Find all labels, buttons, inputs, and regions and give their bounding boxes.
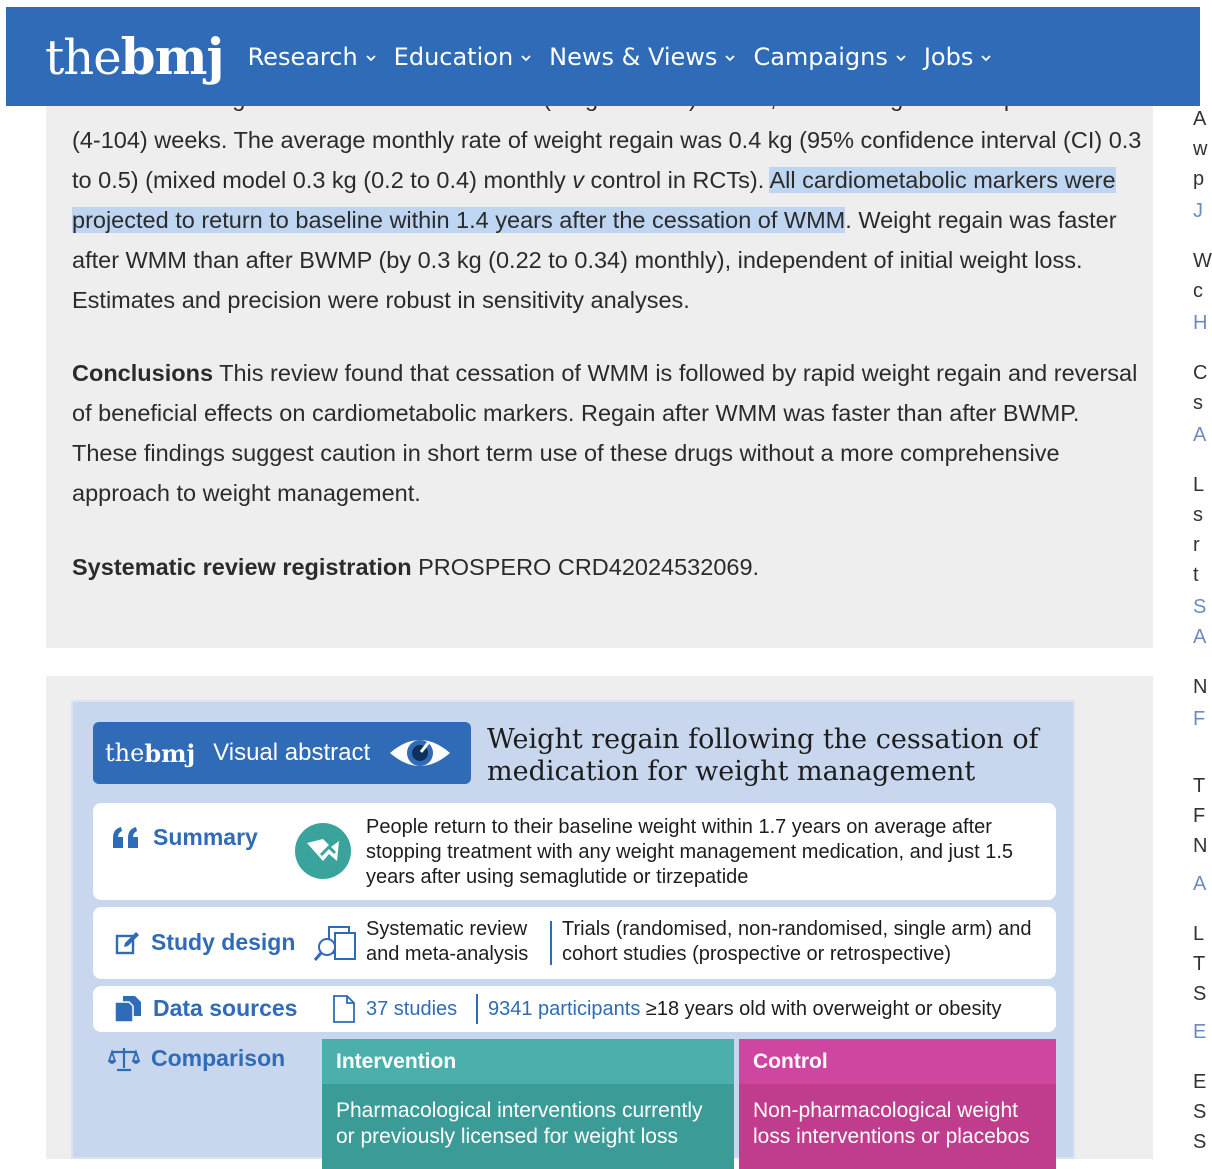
studies-count: 37 studies: [366, 998, 458, 1020]
badge-logo-bmj: bmj: [144, 738, 196, 768]
sidebar-fragment[interactable]: S: [1193, 596, 1207, 618]
control-heading: Control: [739, 1039, 1056, 1084]
summary-heading: [111, 824, 258, 851]
nav-education-label: Education: [393, 42, 514, 71]
data-sources-heading: [115, 995, 297, 1022]
divider: [476, 994, 478, 1024]
sidebar-fragment[interactable]: E: [1193, 1021, 1207, 1043]
study-design-label: Study design: [151, 929, 296, 955]
sidebar-fragment: s: [1193, 392, 1203, 414]
sidebar-fragment: C: [1193, 362, 1208, 384]
sidebar-fragment: F: [1193, 805, 1206, 827]
main-nav: [248, 43, 1010, 71]
site-header: [6, 7, 1200, 106]
nav-research[interactable]: [248, 43, 376, 71]
right-sidebar-clipped: [1189, 0, 1212, 1159]
badge-logo-the: the: [105, 739, 145, 767]
arrow-down-circle-icon: [295, 823, 351, 879]
sidebar-fragment: S: [1193, 983, 1207, 1005]
sidebar-fragment[interactable]: A: [1193, 626, 1207, 648]
conclusions-paragraph: [72, 353, 1142, 513]
sidebar-fragment: E: [1193, 1071, 1207, 1093]
nav-news-views-label: News & Views: [549, 42, 718, 71]
highlighted-selection[interactable]: All cardiometabolic markers were projected to return to baseline within 1.4 years after the cessation of WMM: [72, 167, 1116, 233]
chevron-down-icon: [896, 53, 906, 63]
sidebar-fragment[interactable]: A: [1193, 873, 1207, 895]
visual-abstract: [71, 700, 1075, 1159]
registration-label: Systematic review registration: [72, 554, 412, 580]
results-paragraph: [72, 120, 1142, 320]
sidebar-fragment: w: [1193, 138, 1208, 160]
intervention-description: Pharmacological interventions currently or previously licensed for weight loss: [336, 1099, 703, 1148]
visual-abstract-title: Weight regain following the cessation of medication for weight management: [487, 724, 1039, 787]
abstract-panel: [46, 80, 1153, 648]
sidebar-fragment: s: [1193, 504, 1203, 526]
sidebar-fragment: L: [1193, 474, 1205, 496]
control-description: Non-pharmacological weight loss interventions or placebos: [753, 1099, 1030, 1148]
sidebar-fragment[interactable]: J: [1193, 200, 1203, 222]
sidebar-fragment: S: [1193, 1131, 1207, 1153]
document-icon: [333, 995, 355, 1023]
data-sources-box: [93, 986, 1056, 1032]
results-text-3: . Weight regain was faster after WMM than after BWMP (by 0.3 kg (0.22 to 0.34) monthly), independent of initial weight loss. Estimates and precision were robust in sensitivity analyses.: [72, 207, 1117, 313]
sidebar-fragment: c: [1193, 280, 1203, 302]
sidebar-fragment[interactable]: H: [1193, 312, 1208, 334]
sidebar-fragment: T: [1193, 775, 1206, 797]
nav-news-views[interactable]: [549, 43, 735, 71]
nav-jobs-label: Jobs: [923, 42, 974, 71]
participants-line: [488, 997, 1001, 1022]
results-versus: v: [572, 167, 585, 193]
sidebar-fragment[interactable]: A: [1193, 424, 1207, 446]
registration-paragraph: [72, 547, 1142, 587]
nav-education[interactable]: [394, 43, 531, 71]
participants-criteria: ≥18 years old with overweight or obesity: [640, 998, 1002, 1020]
nav-jobs[interactable]: [924, 43, 992, 71]
sidebar-fragment: p: [1193, 168, 1205, 190]
results-text-2: control in RCTs).: [584, 167, 770, 193]
summary-label: Summary: [153, 824, 258, 850]
divider: [550, 921, 552, 965]
sidebar-fragment: T: [1193, 953, 1206, 975]
scales-icon: [109, 1046, 139, 1072]
conclusions-text: This review found that cessation of WMM is followed by rapid weight regain and reversal of beneficial effects on cardiometabolic markers. Regain after WMM was faster than after BWMP. These findings suggest caution in short term use of these drugs without a more comprehensive approach to weight management.: [72, 360, 1138, 506]
logo-bmj: bmj: [120, 26, 224, 86]
logo-the: the: [45, 29, 121, 86]
visual-abstract-badge: [93, 722, 471, 784]
sidebar-fragment: S: [1193, 1101, 1207, 1123]
quote-icon: [111, 826, 141, 850]
eye-icon: [388, 733, 452, 773]
conclusions-label: Conclusions: [72, 360, 214, 386]
files-icon: [115, 996, 141, 1022]
nav-research-label: Research: [247, 42, 358, 71]
sidebar-fragment: N: [1193, 676, 1208, 698]
intervention-heading: Intervention: [322, 1039, 734, 1084]
badge-label: Visual abstract: [213, 739, 371, 766]
sidebar-fragment: A: [1193, 108, 1207, 130]
study-design-heading: [115, 929, 295, 956]
study-design-box: [93, 907, 1056, 979]
chevron-down-icon: [981, 53, 991, 63]
participants-count: 9341 participants: [488, 998, 641, 1020]
sidebar-fragment: L: [1193, 923, 1205, 945]
nav-campaigns-label: Campaigns: [753, 42, 888, 71]
nav-campaigns[interactable]: [753, 43, 905, 71]
chevron-down-icon: [521, 53, 531, 63]
document-search-icon: [315, 925, 355, 963]
comparison-heading: [109, 1045, 285, 1072]
study-design-trials: Trials (randomised, non-randomised, single arm) and cohort studies (prospective or retrospective): [562, 918, 1032, 965]
edit-icon: [115, 931, 139, 955]
summary-box: [93, 803, 1056, 900]
results-text-1: (4-104) weeks. The average monthly rate of weight regain was 0.4 kg (95% confidence interval (CI) 0.3 to 0.5) (mixed model 0.3 kg (0.2 to 0.4) monthly: [72, 127, 1142, 193]
study-design-type: Systematic review and meta-analysis: [366, 918, 529, 965]
control-column: [739, 1039, 1056, 1169]
sidebar-fragment[interactable]: F: [1193, 708, 1206, 730]
intervention-column: [322, 1039, 734, 1169]
summary-text: People return to their baseline weight within 1.7 years on average after stopping treatment with any weight management medication, and just 1.5 years after using semaglutide or tirzepatide: [366, 816, 1014, 888]
chevron-down-icon: [725, 53, 735, 63]
bmj-logo[interactable]: [45, 26, 224, 86]
sidebar-fragment: r: [1193, 534, 1200, 556]
sidebar-fragment: W: [1193, 250, 1212, 272]
sidebar-fragment: t: [1193, 564, 1199, 586]
comparison-label: Comparison: [151, 1045, 286, 1071]
sidebar-fragment: N: [1193, 835, 1208, 857]
registration-text: PROSPERO CRD42024532069.: [411, 554, 760, 580]
data-sources-label: Data sources: [153, 995, 298, 1021]
chevron-down-icon: [366, 53, 376, 63]
